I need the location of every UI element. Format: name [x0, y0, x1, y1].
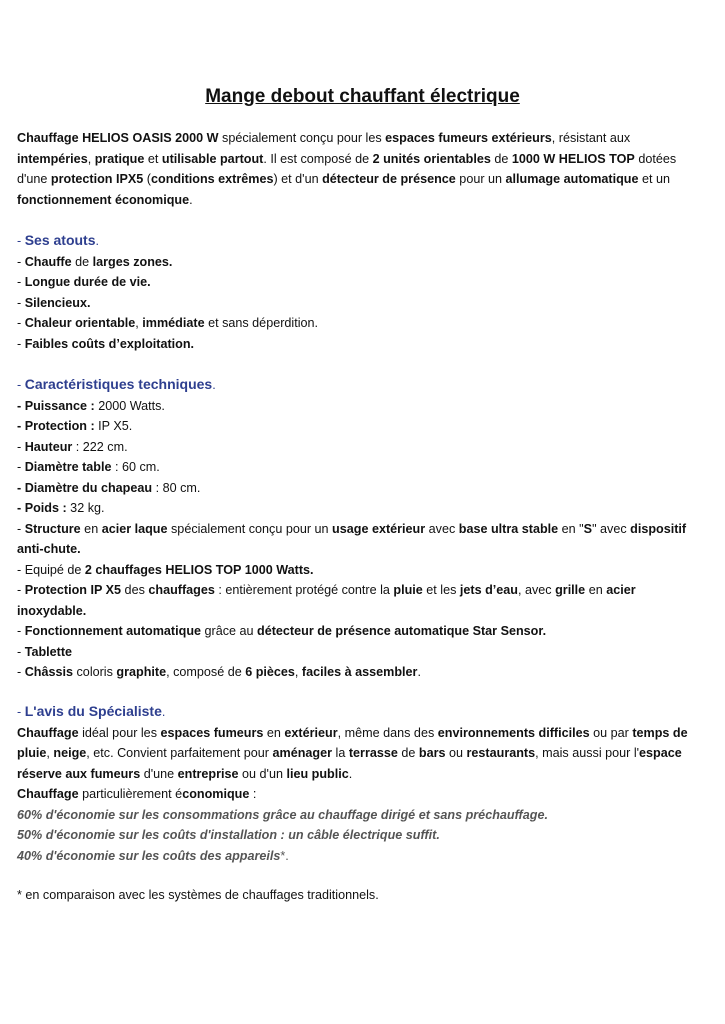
intro-line [17, 128, 707, 149]
text-run: base ultra stable [458, 521, 559, 536]
text-run: Chauffage [17, 725, 79, 740]
text-run: intempéries [17, 151, 88, 166]
text-run: terrasse [348, 746, 398, 760]
text-run: dotées [634, 151, 677, 166]
text-run: Protection IP X5 [24, 583, 122, 597]
caracteristiques-item [17, 416, 707, 437]
text-run: , [294, 665, 302, 679]
text-run: fonctionnement économique [17, 192, 190, 207]
text-run: - [17, 583, 25, 597]
text-run: Chauffe [24, 254, 72, 269]
atouts-item [17, 252, 707, 273]
text-run: 2000 Watts. [94, 398, 165, 413]
atouts-heading-line: - Ses atouts. [17, 232, 100, 248]
caracteristiques-item [17, 519, 707, 540]
avis-heading-line: - L'avis du Spécialiste. [17, 703, 166, 719]
text-run: Chauffage [17, 787, 79, 801]
text-run: pluie [17, 746, 47, 760]
text-run: - Diamètre du chapeau [17, 480, 153, 495]
text-run: *. [280, 848, 289, 863]
text-run: , avec [517, 583, 556, 597]
text-run: acier laque [101, 521, 168, 536]
text-run: réserve aux fumeurs [17, 766, 141, 781]
text-run: grille [555, 583, 586, 597]
atouts-item [17, 272, 707, 293]
text-run: inoxydable. [17, 603, 87, 618]
intro-line [17, 169, 707, 190]
text-run: , mais aussi pour l' [535, 746, 640, 760]
caracteristiques-item [17, 621, 707, 642]
atouts-item [17, 313, 707, 334]
text-run: , etc. Convient parfaitement pour [86, 746, 273, 760]
text-run: allumage automatique [505, 172, 639, 186]
avis-line [17, 723, 707, 744]
text-run: entreprise [177, 766, 239, 781]
text-run: pluie [393, 583, 423, 597]
text-run: : 222 cm. [72, 439, 128, 454]
text-run: IP X5. [94, 419, 133, 433]
caracteristiques-section [17, 374, 707, 683]
text-run: extérieur [284, 725, 338, 740]
text-run: dispositif [630, 521, 687, 536]
footnote: * en comparaison avec les systèmes de chauffages traditionnels. [17, 888, 379, 902]
text-run: grâce au [201, 624, 258, 638]
text-run: - [17, 624, 25, 638]
text-run: et un [638, 172, 671, 186]
text-run: , [87, 151, 95, 166]
caracteristiques-item [17, 539, 707, 560]
text-run: - [17, 644, 25, 659]
text-run: larges zones. [92, 254, 173, 269]
text-run: environnements difficiles [437, 725, 590, 740]
text-run: acier [606, 583, 636, 597]
caracteristiques-item [17, 580, 707, 601]
avis-line [17, 825, 707, 846]
text-run: jets d’eau [459, 583, 518, 597]
avis-list [17, 723, 707, 867]
text-run: , résistant aux [551, 131, 631, 145]
text-run: . [189, 192, 193, 207]
text-run: - Protection : [17, 419, 95, 433]
text-run: Fonctionnement automatique [24, 624, 202, 638]
atouts-list [17, 252, 707, 355]
text-run: neige [53, 746, 87, 760]
caracteristiques-item [17, 662, 707, 683]
caracteristiques-item [17, 601, 707, 622]
text-run: , [46, 746, 54, 760]
text-run: ou [445, 746, 467, 760]
text-run: d'une [17, 172, 51, 186]
text-run: de [397, 746, 419, 760]
intro-paragraph [17, 128, 707, 210]
text-run: - [17, 521, 25, 536]
avis-line [17, 805, 707, 826]
caracteristiques-heading-line: - Caractéristiques techniques. [17, 376, 216, 392]
text-run: anti-chute. [17, 542, 81, 556]
text-run: de [71, 254, 93, 269]
text-run: 1000 W HELIOS TOP [511, 151, 635, 166]
text-run: - [17, 295, 25, 310]
text-run: et sans déperdition. [204, 316, 318, 330]
atouts-heading: Ses atouts [24, 232, 96, 248]
text-run: : entièrement protégé contre la [214, 583, 394, 597]
text-run: Diamètre table [24, 460, 112, 474]
text-run: lieu public [286, 766, 349, 781]
text-run: bars [418, 746, 446, 760]
caracteristiques-heading: Caractéristiques techniques [24, 376, 213, 392]
text-run: 6 pièces [245, 665, 295, 679]
text-run: la [332, 746, 349, 760]
text-run: et [144, 151, 162, 166]
text-run: : 80 cm. [152, 480, 201, 495]
text-run: - [17, 275, 25, 289]
text-run: Tablette [24, 644, 73, 659]
text-run: 32 kg. [66, 501, 105, 515]
text-run: - [17, 665, 25, 679]
text-run: et les [422, 583, 460, 597]
text-run: restaurants [466, 746, 536, 760]
avis-line [17, 784, 707, 805]
text-run: Hauteur [24, 439, 73, 454]
text-run: ou par [589, 725, 633, 740]
caracteristiques-item [17, 642, 707, 663]
caracteristiques-item [17, 457, 707, 478]
text-run: en [263, 725, 285, 740]
text-run: ) et d'un [273, 172, 323, 186]
text-run: temps de [632, 725, 688, 740]
avis-line [17, 846, 707, 867]
text-run: Chaleur orientable [24, 316, 136, 330]
avis-line [17, 743, 707, 764]
text-run: - Poids : [17, 501, 67, 515]
text-run: - [17, 460, 25, 474]
text-run: conomique [182, 787, 250, 801]
caracteristiques-item [17, 396, 707, 417]
text-run: " avec [592, 521, 631, 536]
text-run: 40% d'économie sur les coûts des appareils [17, 848, 281, 863]
intro-line [17, 190, 707, 211]
atouts-section [17, 230, 707, 354]
intro-line [17, 149, 707, 170]
text-run: , [135, 316, 143, 330]
atouts-item [17, 334, 707, 355]
text-run: conditions extrêmes [151, 172, 274, 186]
text-run: Chauffage HELIOS OASIS 2000 W [17, 131, 219, 145]
text-run: - [17, 254, 25, 269]
text-run: 50% d'économie sur les coûts d'installation : un câble électrique suffit. [17, 828, 440, 842]
text-run: - Puissance : [17, 398, 95, 413]
text-run: espace [639, 746, 682, 760]
atouts-item [17, 293, 707, 314]
text-run: graphite [116, 665, 167, 679]
caracteristiques-item [17, 498, 707, 519]
text-run: spécialement conçu pour un [167, 521, 333, 536]
text-run: utilisable partout [161, 151, 264, 166]
text-run: protection IPX5 [50, 172, 144, 186]
text-run: - Equipé de [17, 562, 85, 577]
text-run: Structure [24, 521, 81, 536]
text-run: S [583, 521, 593, 536]
text-run: immédiate [142, 316, 205, 330]
text-run: : 60 cm. [111, 460, 160, 474]
text-run: aménager [272, 746, 333, 760]
text-run: pratique [94, 151, 145, 166]
text-run: avec [425, 521, 459, 536]
text-run: - [17, 336, 25, 351]
text-run: usage extérieur [332, 521, 426, 536]
text-run: Châssis [24, 665, 74, 679]
text-run: pour un [455, 172, 506, 186]
text-run: en " [558, 521, 584, 536]
page-title: Mange debout chauffant électrique [205, 86, 520, 107]
text-run: spécialement conçu pour les [218, 131, 386, 145]
text-run: en [80, 521, 102, 536]
text-run: . Il est composé de [263, 151, 373, 166]
text-run: 60% d'économie sur les consommations grâce au chauffage dirigé et sans préchauffage. [17, 807, 548, 822]
text-run: Silencieux. [24, 295, 91, 310]
text-run: en [585, 583, 607, 597]
text-run: de [490, 151, 512, 166]
text-run: chauffages [148, 583, 215, 597]
text-run: Faibles coûts d’exploitation. [24, 336, 195, 351]
caracteristiques-item [17, 437, 707, 458]
text-run: : [249, 787, 257, 801]
text-run: 2 chauffages HELIOS TOP 1000 Watts. [84, 562, 314, 577]
text-run: Longue durée de vie. [24, 275, 151, 289]
avis-line [17, 764, 707, 785]
avis-section [17, 701, 707, 866]
text-run: des [121, 583, 149, 597]
avis-heading: L'avis du Spécialiste [24, 703, 162, 719]
text-run: particulièrement é [78, 787, 183, 801]
text-run: idéal pour les [78, 725, 161, 740]
text-run: 2 unités orientables [372, 151, 491, 166]
text-run: ou d'un [238, 766, 287, 781]
text-run: d'une [140, 766, 178, 781]
text-run: espaces fumeurs [160, 725, 264, 740]
caracteristiques-item [17, 478, 707, 499]
caracteristiques-list [17, 396, 707, 683]
text-run: faciles à assembler [301, 665, 418, 679]
text-run: coloris [73, 665, 117, 679]
text-run: - [17, 439, 25, 454]
text-run: ( [143, 172, 151, 186]
text-run: détecteur de présence automatique Star Sensor. [257, 624, 547, 638]
text-run: espaces fumeurs extérieurs [385, 131, 552, 145]
text-run: , même dans des [337, 725, 438, 740]
text-run: détecteur de présence [322, 172, 456, 186]
text-run: - [17, 316, 25, 330]
text-run: . [348, 766, 353, 781]
text-run: . [417, 665, 421, 679]
caracteristiques-item [17, 560, 707, 581]
text-run: , composé de [166, 665, 246, 679]
